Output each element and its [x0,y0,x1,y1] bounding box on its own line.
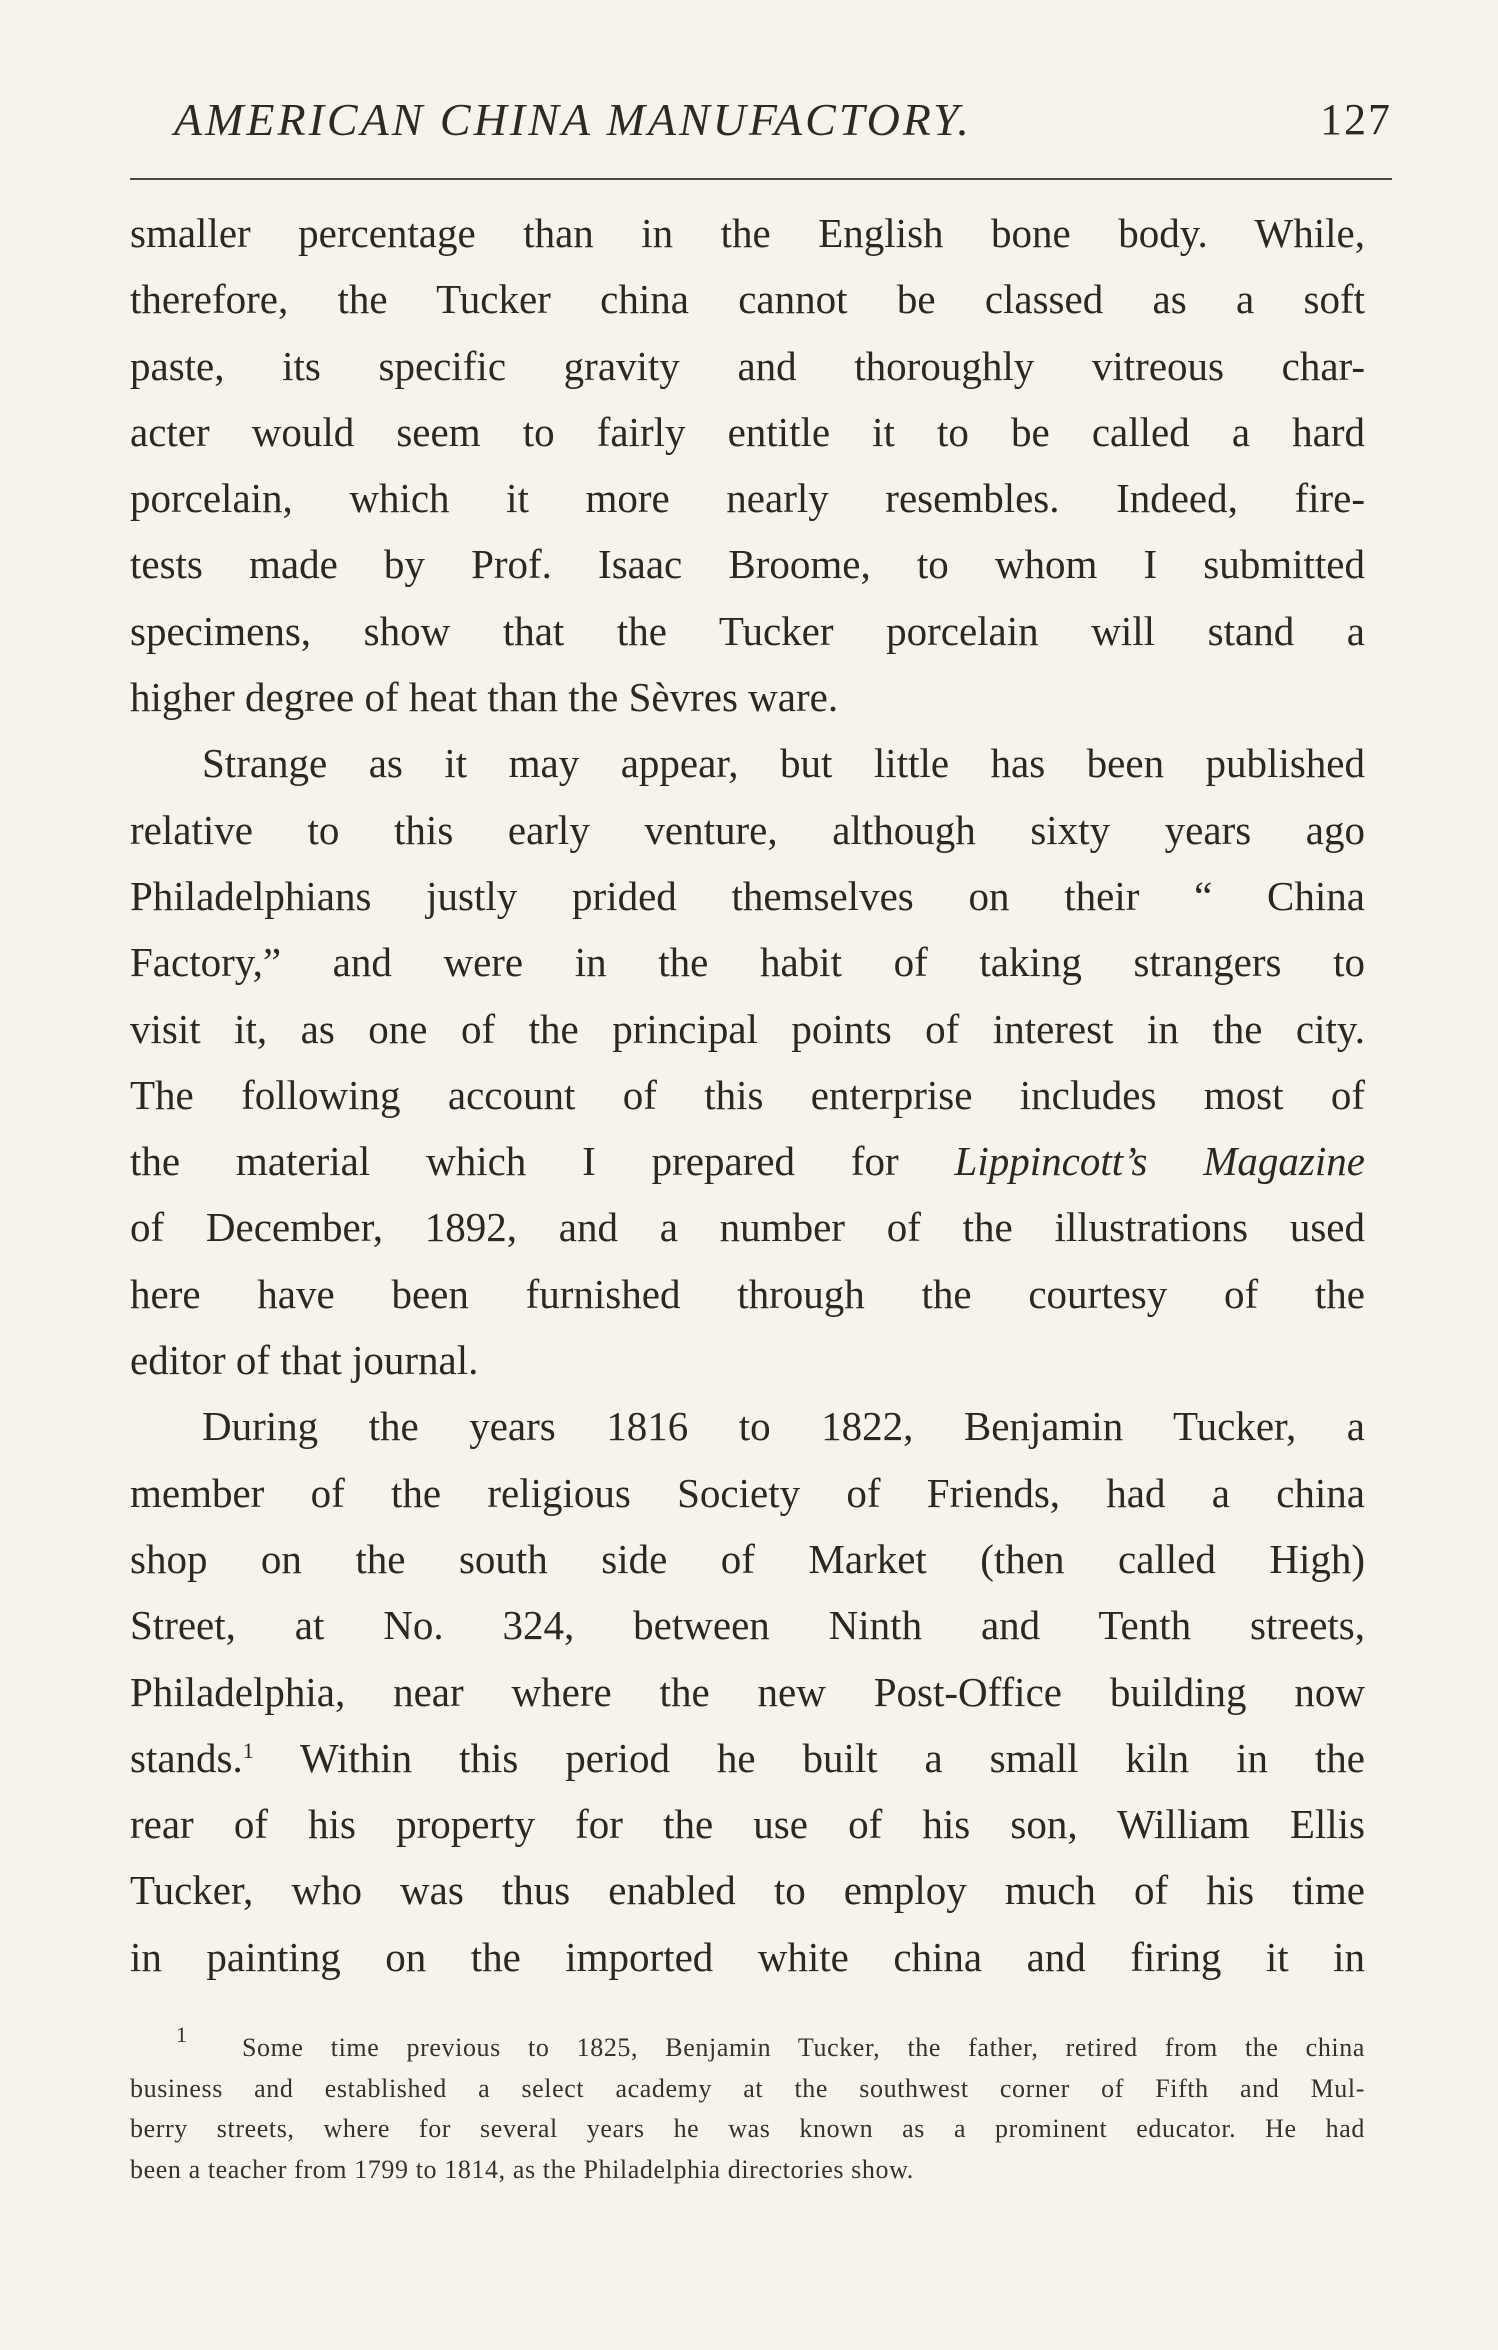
text-line: Factory,” and were in the habit of taking strangers to [130,939,1365,986]
text-segment: the material which I prepared for [130,1138,955,1185]
footnote-line [130,2022,1365,2069]
footnote-line: berry streets, where for several years he was known as a prominent educator. He had [130,2114,1365,2143]
text-line: visit it, as one of the principal points of interest in the city. [130,1005,1365,1052]
text-line: Street, at No. 324, between Ninth and Tenth streets, [130,1602,1365,1649]
text-line: shop on the south side of Market (then called High) [130,1535,1365,1582]
text-line: of December, 1892, and a number of the illustrations used [130,1204,1365,1251]
footnotes [130,2022,1365,2190]
footnote-reference: 1 [242,1737,254,1763]
text-line: tests made by Prof. Isaac Broome, to whom I submitted [130,541,1365,588]
text-line: here have been furnished through the courtesy of the [130,1270,1365,1317]
text-segment: Within this period he built a small kiln in the [253,1734,1365,1781]
text-line: Philadelphia, near where the new Post-Office building now [130,1668,1365,1715]
running-title: AMERICAN CHINA MANUFACTORY. [174,94,972,145]
text-line: smaller percentage than in the English bone body. While, [130,210,1365,256]
header-rule [130,178,1392,180]
text-line: Philadelphians justly prided themselves on their “ China [130,872,1365,919]
text-line: therefore, the Tucker china cannot be classed as a soft [130,276,1365,323]
text-line: Strange as it may appear, but little has been published [202,740,1365,787]
footnote-line: been a teacher from 1799 to 1814, as the Philadelphia directories show. [130,2154,914,2184]
footnote-text: Some time previous to 1825, Benjamin Tucker, the father, retired from the china [241,2033,1365,2062]
text-line: acter would seem to fairly entitle it to be called a hard [130,408,1365,455]
text-line: in painting on the imported white china and firing it in [130,1933,1365,1980]
page-number: 127 [1320,95,1392,144]
footnote-line: business and established a select academy at the southwest corner of Fifth and Mul- [130,2073,1365,2103]
text-line: Tucker, who was thus enabled to employ much of his time [130,1867,1365,1914]
text-line-with-title [130,1128,1365,1194]
body-text [130,200,1365,1990]
text-line: paste, its specific gravity and thoroughly vitreous char- [130,342,1365,389]
text-line: During the years 1816 to 1822, Benjamin Tucker, a [202,1403,1365,1450]
text-line: member of the religious Society of Friends, had a china [130,1469,1365,1516]
text-line: relative to this early venture, although sixty years ago [130,806,1365,853]
text-line: The following account of this enterprise includes most of [130,1071,1365,1118]
running-header [130,92,1392,162]
text-line: specimens, show that the Tucker porcelain will stand a [130,607,1365,654]
text-line: porcelain, which it more nearly resembles. Indeed, fire- [130,475,1365,522]
footnote-marker: 1 [176,2022,188,2047]
text-line-with-footnote-ref [130,1725,1365,1791]
text-line: editor of that journal. [130,1337,479,1384]
text-line: rear of his property for the use of his son, William Ellis [130,1801,1365,1848]
text-line: higher degree of heat than the Sèvres ware. [130,674,839,721]
magazine-title: Lippincott’s Magazine [954,1138,1365,1185]
text-segment: stands. [130,1734,243,1781]
